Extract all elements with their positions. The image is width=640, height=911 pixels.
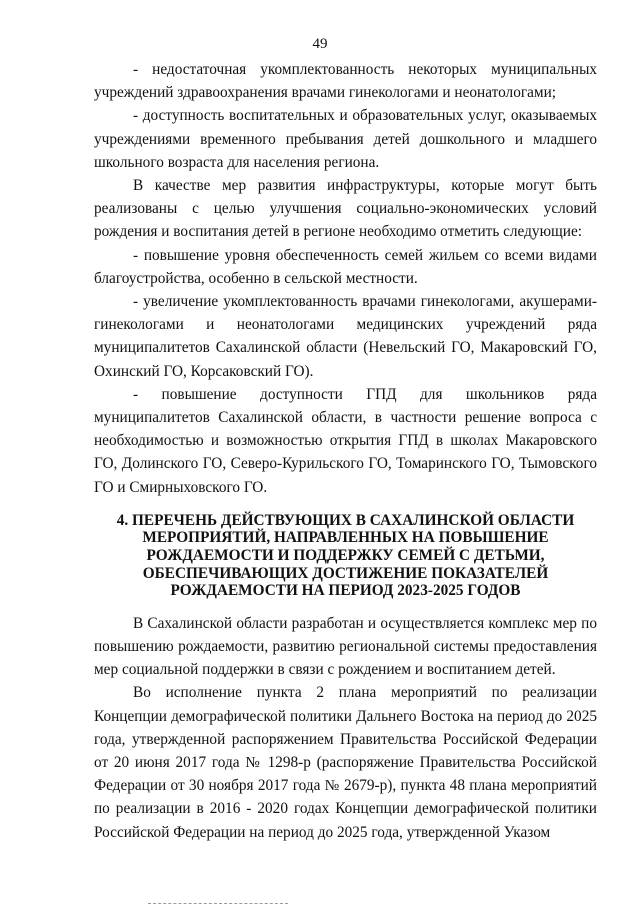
paragraph-housing: - повышение уровня обеспеченность семей жильем со всеми видами благоустройства, особенно в сельской местности. <box>94 246 597 287</box>
paragraph-complex-measures: В Сахалинской области разработан и осуществляется комплекс мер по повышению рождаемости, развитию региональной системы предоставления мер социальной поддержки в связи с рождением и воспитанием детей. <box>94 614 597 679</box>
section-heading: 4. ПЕРЕЧЕНЬ ДЕЙСТВУЮЩИХ В САХАЛИНСКОЙ ОБЛАСТИ МЕРОПРИЯТИЙ, НАПРАВЛЕННЫХ НА ПОВЫШЕНИЕ РОЖДАЕМОСТИ И ПОДДЕРЖКУ СЕМЕЙ С ДЕТЬМИ, ОБЕСПЕЧИВАЮЩИХ ДОСТИЖЕНИЕ ПОКАЗАТЕЛЕЙ РОЖДАЕМОСТИ НА ПЕРИОД 2023-2025 ГОДОВ <box>116 511 575 600</box>
paragraph-gpd-access: - повышение доступности ГПД для школьников ряда муниципалитетов Сахалинской области, в частности решение вопроса с необходимостью и возможностью открытия ГПД в школах Макаровского ГО, Долинского ГО, Северо-Курильского ГО, Томаринского ГО, Тымовского ГО и Смирныховского ГО. <box>94 385 597 496</box>
paragraph-gynecologists: - увеличение укомплектованность врачами гинекологами, акушерами-гинекологами и неонатологами медицинских учреждений ряда муниципалитетов Сахалинской области (Невельский ГО, Макаровский ГО, Охинский ГО, Корсаковский ГО). <box>94 293 597 380</box>
paragraph-infrastructure-measures: В качестве мер развития инфраструктуры, которые могут быть реализованы с целью улучшения социально-экономических условий рождения и воспитания детей в регионе необходимо отметить следующие: <box>94 177 597 241</box>
paragraph-education-services: - доступность воспитательных и образовательных услуг, оказываемых учреждениями временного пребывания детей дошкольного и младшего школьного возраста для населения региона. <box>94 107 597 171</box>
bottom-divider <box>148 903 288 904</box>
paragraph-staffing-shortage: - недостаточная укомплектованность некоторых муниципальных учреждений здравоохранения врачами гинекологами и неонатологами; <box>94 61 597 102</box>
page-number: 49 <box>312 36 328 52</box>
document-body <box>94 58 597 844</box>
paragraph-implementation: Во исполнение пункта 2 плана мероприятий по реализации Концепции демографической политики Дальнего Востока на период до 2025 года, утвержденной распоряжением Правительства Российской Федерации от 20 июня 2017 года № 1298-р (распоряжение Правительства Российской Федерации от 30 ноября 2017 года № 2679-р), пункта 48 плана мероприятий по реализации в 2016 - 2020 годах Концепции демографической политики Российской Федерации на период до 2025 года, утвержденной Указом <box>94 684 597 841</box>
